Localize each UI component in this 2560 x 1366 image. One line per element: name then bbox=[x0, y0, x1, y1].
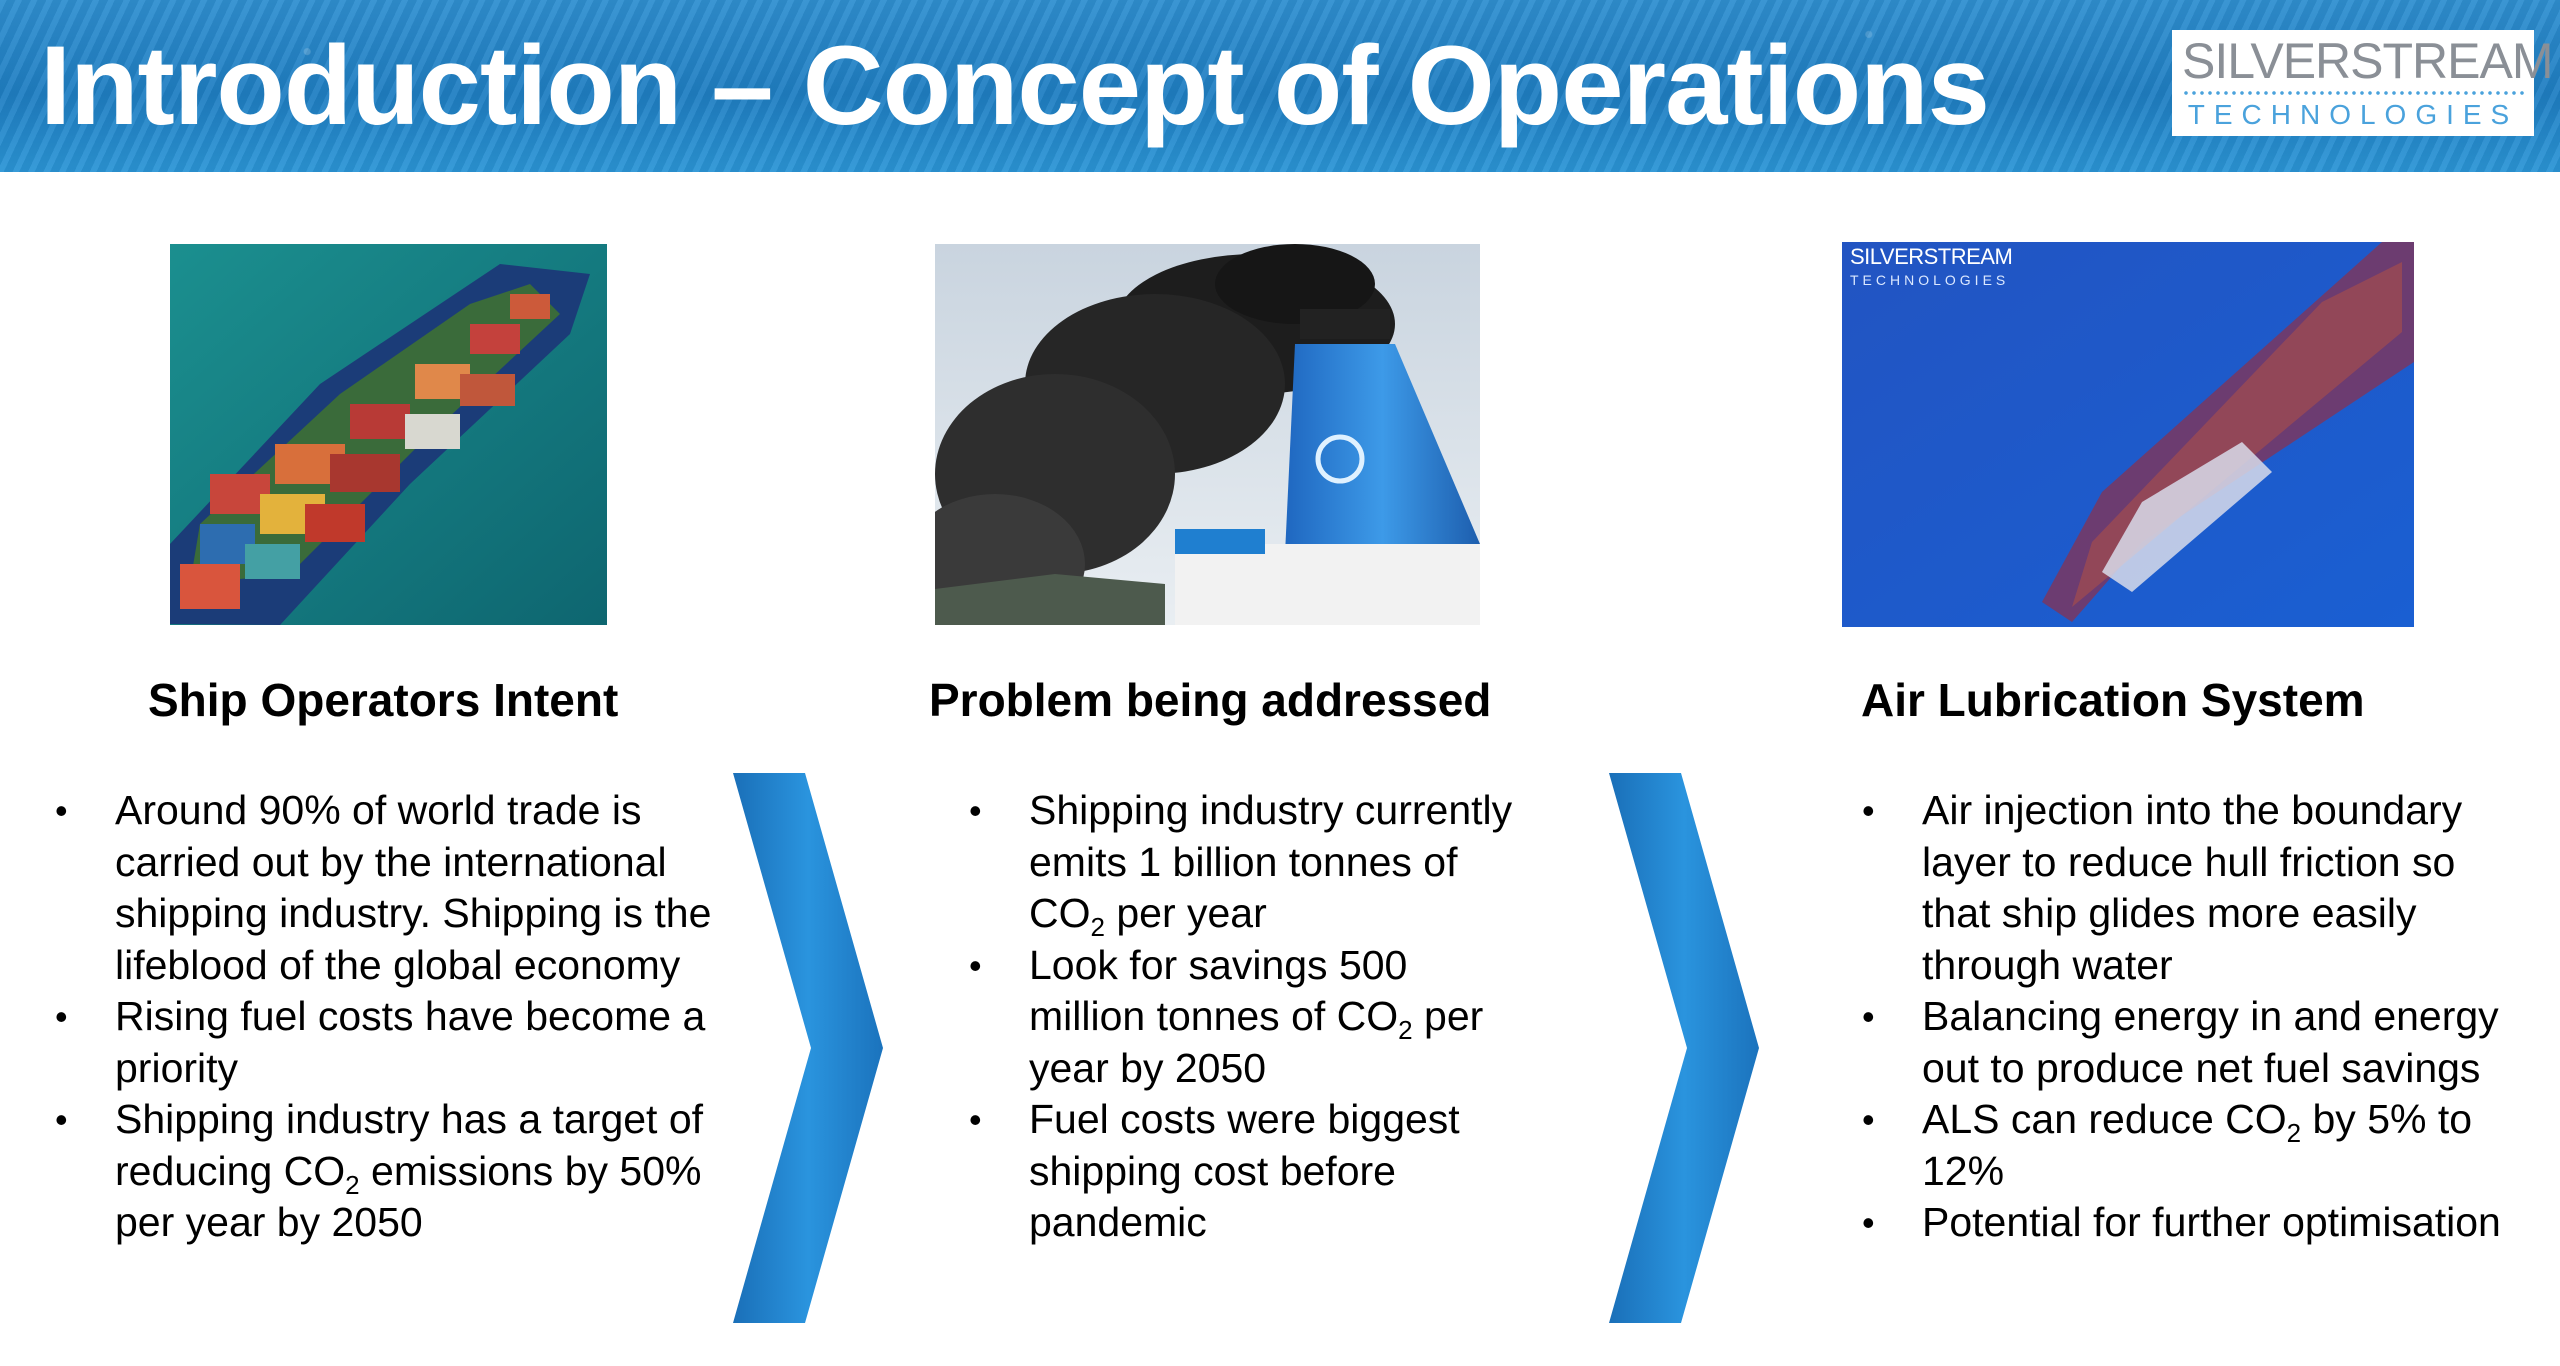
column-heading-als: Air Lubrication System bbox=[1861, 674, 2365, 726]
air-lubrication-hull-photo bbox=[1842, 242, 2414, 627]
column-heading-ship-operators: Ship Operators Intent bbox=[148, 674, 619, 726]
bullet-item bbox=[55, 991, 725, 1094]
bullet-text-cont: per year by 2050 bbox=[1029, 993, 1484, 1091]
bullet-text-cont: per year bbox=[1104, 890, 1267, 936]
container-ship-photo bbox=[170, 244, 607, 625]
bullet-text: Around 90% of world trade is carried out by the international shipping industry. Shipping is the lifeblood of the global economy bbox=[115, 787, 712, 988]
slide-title: Introduction – Concept of Operations bbox=[40, 23, 1989, 148]
column-heading-problem: Problem being addressed bbox=[929, 674, 1492, 726]
subscript: 2 bbox=[2286, 1118, 2302, 1148]
silverstream-logo bbox=[2172, 30, 2553, 136]
bullet-item bbox=[969, 940, 1529, 1095]
header-banner bbox=[0, 0, 2560, 172]
bullet-text: Fuel costs were biggest shipping cost before pandemic bbox=[1029, 1096, 1460, 1245]
problem-bullets bbox=[969, 785, 1529, 1249]
ship-operators-bullets bbox=[55, 785, 725, 1249]
logo-main-text: SILVERSTREAM bbox=[2182, 33, 2553, 89]
bullet-text: Shipping industry currently emits 1 billion tonnes of CO bbox=[1029, 787, 1513, 936]
bullet-item bbox=[1862, 1094, 2502, 1197]
bullet-item bbox=[55, 785, 725, 991]
chevron-right-icon bbox=[733, 773, 883, 1323]
bullet-item bbox=[1862, 991, 2502, 1094]
bullet-text: Balancing energy in and energy out to produce net fuel savings bbox=[1922, 993, 2499, 1091]
bullet-text-cont: emissions by 50% per year by 2050 bbox=[115, 1147, 702, 1245]
subscript: 2 bbox=[1398, 1015, 1413, 1045]
bullet-item bbox=[55, 1094, 725, 1249]
bullet-text: Rising fuel costs have become a priority bbox=[115, 993, 706, 1091]
bullet-item bbox=[969, 1094, 1529, 1249]
subscript: 2 bbox=[1090, 912, 1105, 942]
bullet-text: ALS can reduce CO bbox=[1922, 1096, 2287, 1142]
photo-watermark-main: SILVERSTREAM bbox=[1850, 244, 2013, 269]
als-bullets bbox=[1862, 785, 2502, 1249]
subscript: 2 bbox=[345, 1169, 360, 1200]
logo-sub-text: TECHNOLOGIES bbox=[2187, 99, 2519, 130]
bullet-item bbox=[1862, 785, 2502, 991]
ship-funnel-smoke-photo bbox=[935, 244, 1480, 625]
photo-watermark-sub: TECHNOLOGIES bbox=[1850, 272, 2010, 288]
bullet-item bbox=[969, 785, 1529, 940]
logo-dot-line bbox=[2182, 90, 2524, 96]
bullet-text: Air injection into the boundary layer to reduce hull friction so that ship glides more easily through water bbox=[1922, 787, 2463, 988]
chevron-right-icon bbox=[1609, 773, 1759, 1323]
bullet-text-cont: by 5% to 12% bbox=[1922, 1096, 2473, 1194]
bullet-text: Look for savings 500 million tonnes of CO bbox=[1029, 941, 1408, 1039]
bullet-item bbox=[1862, 1197, 2502, 1249]
bullet-text: Shipping industry has a target of reducing CO bbox=[115, 1096, 704, 1194]
bullet-text: Potential for further optimisation bbox=[1922, 1199, 2501, 1245]
